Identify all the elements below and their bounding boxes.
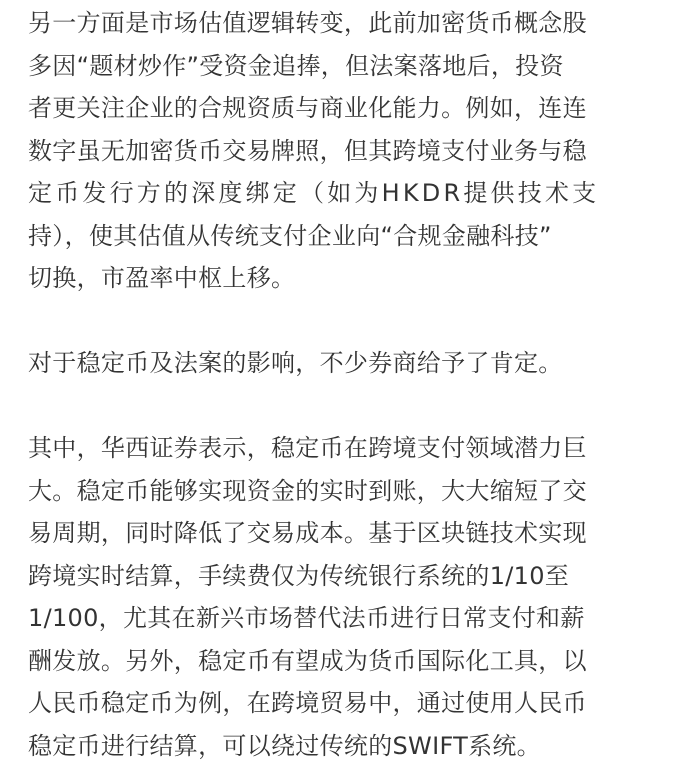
paragraph-huaxi-securities	[28, 427, 668, 767]
text-line: 稳定币进行结算，可以绕过传统的SWIFT系统。	[28, 725, 668, 767]
paragraph-valuation-logic	[28, 0, 668, 300]
text-line: 人民币稳定币为例，在跨境贸易中，通过使用人民币	[28, 682, 668, 725]
text-line: 多因“题材炒作”受资金追捧，但法案落地后，投资	[28, 45, 668, 88]
text-line: 持），使其估值从传统支付企业向“合规金融科技”	[28, 215, 668, 258]
text-line: 对于稳定币及法案的影响，不少券商给予了肯定。	[28, 342, 668, 385]
text-line: 大。稳定币能够实现资金的实时到账，大大缩短了交	[28, 470, 668, 513]
text-line: 1/100，尤其在新兴市场替代法币进行日常支付和薪	[28, 597, 668, 640]
paragraph-broker-views	[28, 342, 668, 385]
paragraph-spacer	[28, 300, 668, 343]
text-line: 者更关注企业的合规资质与商业化能力。例如，连连	[28, 87, 668, 130]
text-line: 酬发放。另外，稳定币有望成为货币国际化工具，以	[28, 640, 668, 683]
text-line: 易周期，同时降低了交易成本。基于区块链技术实现	[28, 512, 668, 555]
text-line: 定币发行方的深度绑定（如为HKDR提供技术支	[28, 172, 668, 215]
text-line: 数字虽无加密货币交易牌照，但其跨境支付业务与稳	[28, 130, 668, 173]
text-line: 跨境实时结算，手续费仅为传统银行系统的1/10至	[28, 555, 668, 598]
text-line: 其中，华西证券表示，稳定币在跨境支付领域潜力巨	[28, 427, 668, 470]
text-line: 切换，市盈率中枢上移。	[28, 257, 668, 300]
paragraph-spacer	[28, 385, 668, 428]
article-body	[28, 0, 668, 767]
text-line: 另一方面是市场估值逻辑转变，此前加密货币概念股	[28, 2, 668, 45]
